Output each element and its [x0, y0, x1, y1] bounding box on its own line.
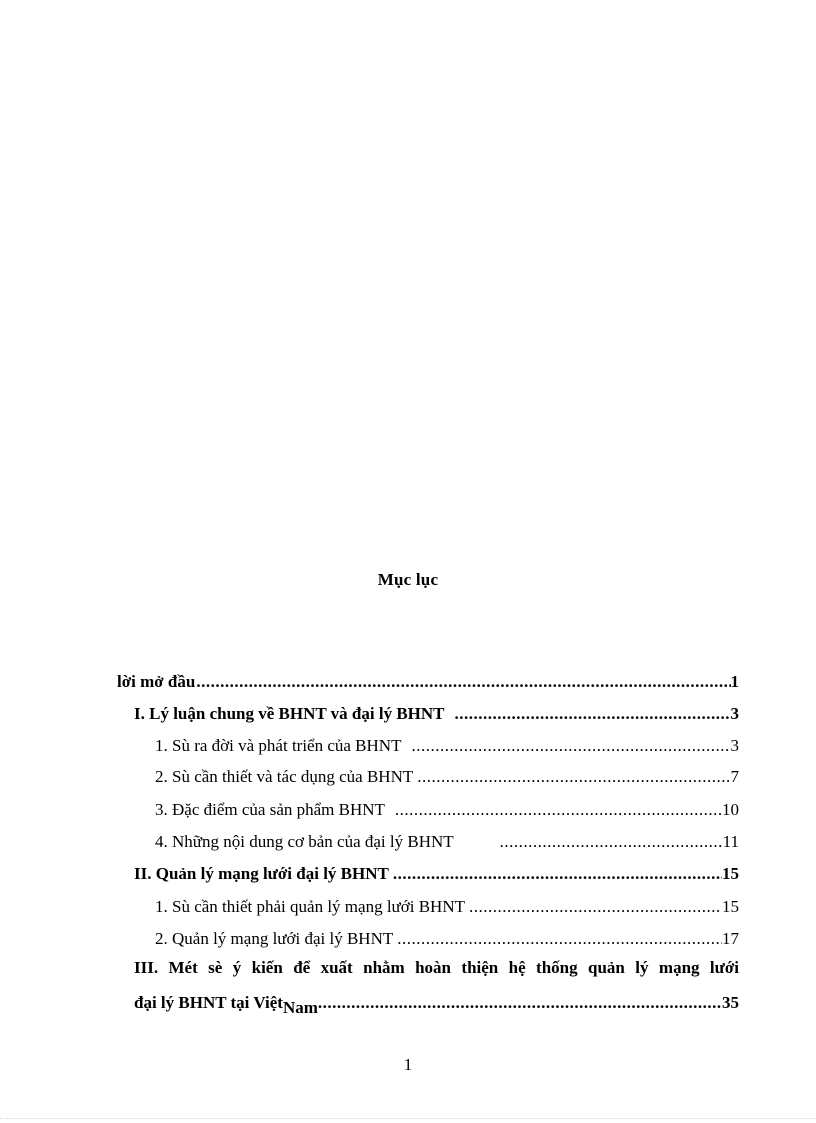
- toc-page-number: 35: [722, 993, 739, 1012]
- toc-entry-label: 4. Những nội dung cơ bản của đại lý BHNT: [155, 832, 454, 851]
- toc-entry-2-1[interactable]: [155, 893, 739, 917]
- toc-leader-dots: [195, 672, 730, 692]
- toc-leader-dots: [385, 800, 722, 820]
- toc-page-number: 7: [730, 767, 739, 786]
- toc-leader-dots: [389, 864, 722, 884]
- toc-leader-dots: [445, 704, 731, 724]
- toc-leader-dots: [393, 929, 722, 949]
- toc-entry-1-3[interactable]: [155, 796, 739, 820]
- toc-entry-1-1[interactable]: [155, 732, 739, 756]
- toc-page-number: 3: [730, 736, 739, 755]
- toc-entry-intro[interactable]: [117, 668, 739, 692]
- toc-page-number: 11: [722, 832, 739, 851]
- toc-entry-label: đại lý BHNT tại Việt: [134, 993, 283, 1012]
- toc-entry-1-4[interactable]: [155, 828, 739, 852]
- toc-entry-label: II. Quản lý mạng lưới đại lý BHNT: [134, 864, 389, 883]
- toc-page-number: 10: [722, 800, 739, 819]
- toc-page-number: 1: [730, 672, 739, 691]
- toc-leader-dots: [454, 832, 723, 852]
- toc-leader-dots: [401, 736, 730, 756]
- toc-leader-dots: [465, 897, 722, 917]
- toc-leader-dots: [413, 767, 730, 787]
- toc-entry-1-2[interactable]: [155, 763, 739, 787]
- toc-page-number: 15: [722, 897, 739, 916]
- toc-entry-label-lowered: Nam: [282, 998, 318, 1017]
- toc-title: Mục lục: [377, 570, 439, 589]
- toc-leader-dots: [318, 993, 722, 1013]
- toc-page-number: 3: [730, 704, 739, 723]
- toc-entry-section-2[interactable]: [134, 860, 739, 884]
- toc-entry-label: I. Lý luận chung về BHNT và đại lý BHNT: [134, 704, 445, 723]
- toc-entry-label: 1. Sù cần thiết phải quản lý mạng lưới BHNT: [155, 897, 465, 916]
- toc-entry-section-1[interactable]: [134, 700, 739, 724]
- toc-entry-label: lời mở đầu: [117, 672, 196, 691]
- toc-entry-2-2[interactable]: [155, 925, 739, 949]
- toc-entry-label: 2. Quản lý mạng lưới đại lý BHNT: [155, 929, 394, 948]
- page-bottom-divider: [0, 1118, 816, 1119]
- toc-entry-label: 3. Đặc điểm của sản phẩm BHNT: [155, 800, 385, 819]
- page-number: 1: [403, 1055, 413, 1074]
- toc-page-number: 17: [722, 929, 739, 948]
- toc-entry-section-3-line-2[interactable]: [134, 989, 739, 1017]
- toc-entry-label: 2. Sù cần thiết và tác dụng của BHNT: [155, 767, 414, 786]
- toc-page-number: 15: [722, 864, 739, 883]
- toc-entry-section-3-line-1[interactable]: III. Mét sè ý kiến để xuất nhằm hoàn thiện hệ thống quản lý mạng lưới: [134, 958, 739, 977]
- toc-entry-label: 1. Sù ra đời và phát triển của BHNT: [155, 736, 402, 755]
